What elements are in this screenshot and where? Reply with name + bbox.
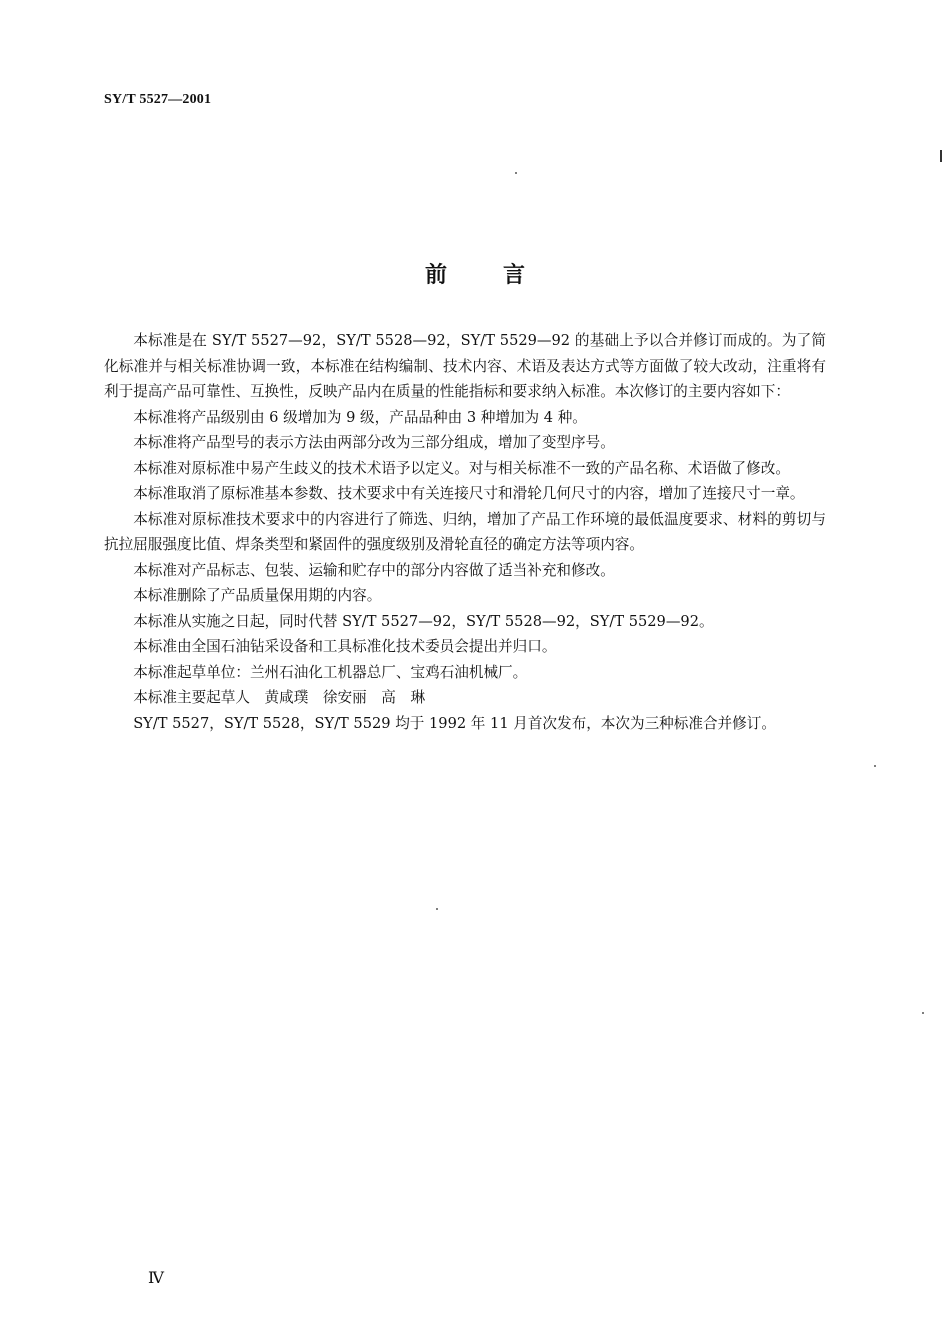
paragraph-proposer: 本标准由全国石油钻采设备和工具标准化技术委员会提出并归口。 [133,638,557,655]
foreword-body [104,328,826,736]
page-title: 前言 [424,263,581,288]
paragraph-marking: 本标准对产品标志、包装、运输和贮存中的部分内容做了适当补充和修改。 [133,561,615,579]
paragraph-dimensions: 本标准取消了原标准基本参数、技术要求中有关连接尺寸和滑轮几何尺寸的内容，增加了连接尺寸一章。 [133,485,805,502]
standard-code: SY/T 5527—2001 [104,92,212,107]
paragraph-model: 本标准将产品型号的表示方法由两部分改为三部分组成，增加了变型序号。 [133,434,615,451]
page-number: Ⅳ [148,1270,164,1287]
scan-speck [874,765,876,767]
scan-speck [922,1012,924,1014]
paragraph-intro: 本标准是在 SY/T 5527—92，SY/T 5528—92，SY/T 5529—92 的基础上予以合并修订而成的。为了简化标准并与相关标准协调一致，本标准在结构编制、技术内容、术语及表达方式等方面做了较大改动，注重将有利于提高产品可靠性、互换性，反映产品内在质量的性能指标和要求纳入标准。本次修订的主要内容如下： [104,332,826,400]
paragraph-drafters: 本标准主要起草人 黄咸璞 徐安丽 高 琳 [133,689,426,706]
paragraph-drafting-units: 本标准起草单位：兰州石油化工机器总厂、宝鸡石油机械厂。 [133,663,528,681]
paragraph-replaces: 本标准从实施之日起，同时代替 SY/T 5527—92，SY/T 5528—92，SY/T 5529—92。 [133,612,714,630]
paragraph-levels: 本标准将产品级别由 6 级增加为 9 级，产品品种由 3 种增加为 4 种。 [133,408,587,426]
paragraph-requirements: 本标准对原标准技术要求中的内容进行了筛选、归纳，增加了产品工作环境的最低温度要求、材料的剪切与抗拉屈服强度比值、焊条类型和紧固件的强度级别及滑轮直径的确定方法等项内容。 [104,510,826,553]
paragraph-history: SY/T 5527，SY/T 5528，SY/T 5529 均于 1992 年 11 月首次发布，本次为三种标准合并修订。 [133,714,776,732]
paragraph-terms: 本标准对原标准中易产生歧义的技术术语予以定义。对与相关标准不一致的产品名称、术语做了修改。 [133,459,790,477]
scan-edge-mark [940,150,942,162]
scan-speck [436,908,438,910]
paragraph-warranty: 本标准删除了产品质量保用期的内容。 [133,587,382,604]
scan-speck [515,172,517,174]
